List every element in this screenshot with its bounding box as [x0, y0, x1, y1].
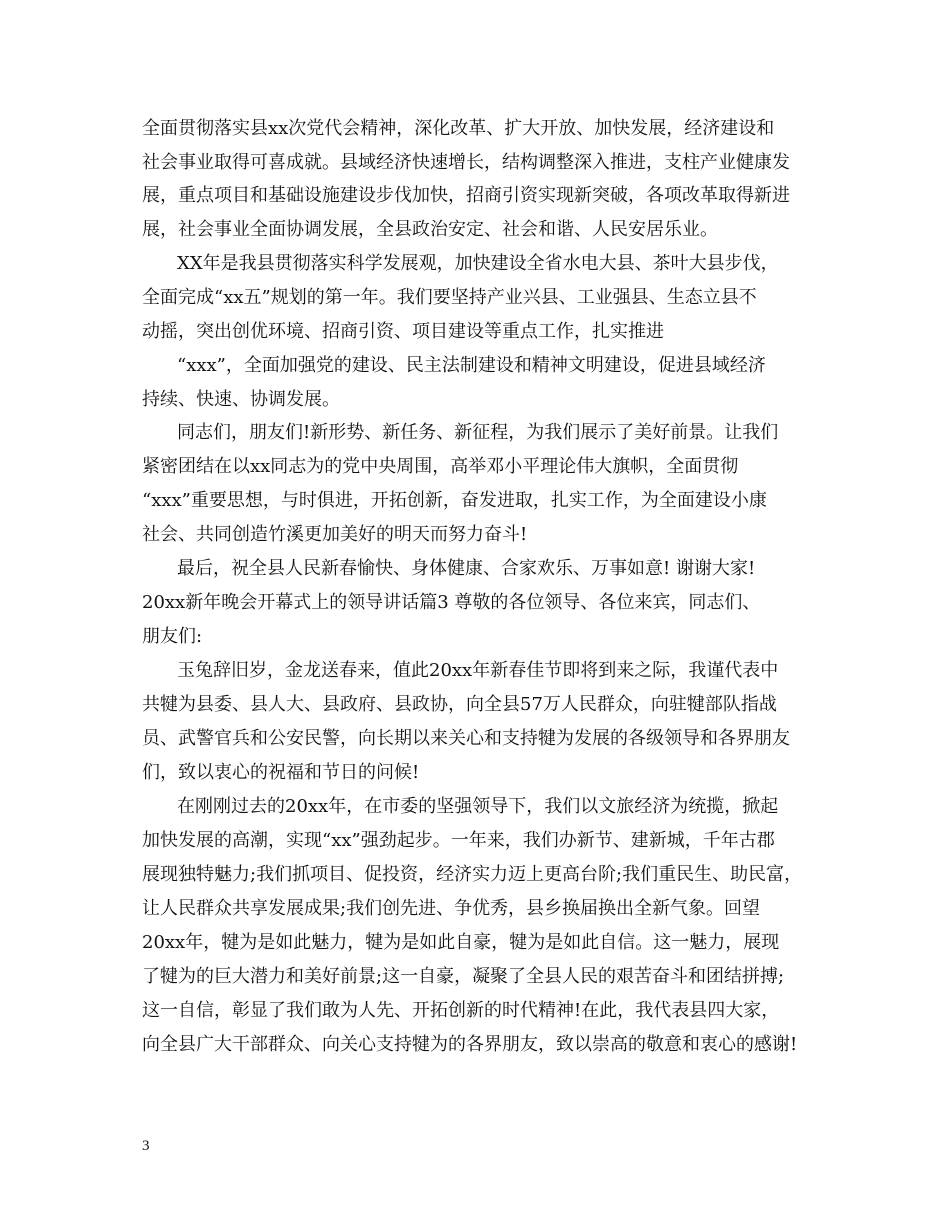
- text-line: 共犍为县委、县人大、县政府、县政协，向全县57万人民群众，向驻犍部队指战: [142, 694, 777, 715]
- text-line: 这一自信，彰显了我们敢为人先、开拓创新的时代精神!在此，我代表县四大家，: [142, 1000, 780, 1021]
- text-line: 全面贯彻落实县xx次党代会精神，深化改革、扩大开放、加快发展，经济建设和: [142, 118, 775, 139]
- text-line: XX年是我县贯彻落实科学发展观，加快建设全省水电大县、茶叶大县步伐，: [177, 253, 779, 274]
- text-line: 员、武警官兵和公安民警，向长期以来关心和支持犍为发展的各级领导和各界朋友: [142, 728, 790, 749]
- text-line: 展，社会事业全面协调发展，全县政治安定、社会和谐、人民安居乐业。: [142, 219, 718, 240]
- text-line: 动摇，突出创优环境、招商引资、项目建设等重点工作，扎实推进: [142, 321, 664, 342]
- text-line: 全面完成“xx五”规划的第一年。我们要坚持产业兴县、工业强县、生态立县不: [142, 287, 757, 308]
- text-line: 加快发展的高潮，实现“xx”强劲起步。一年来，我们办新节、建新城，千年古郡: [142, 830, 775, 851]
- text-line: 让人民群众共享发展成果;我们创先进、争优秀，县乡换届换出全新气象。回望: [142, 898, 761, 919]
- text-line: “xxx”，全面加强党的建设、民主法制建设和精神文明建设，促进县域经济: [177, 355, 766, 376]
- text-line: 玉兔辞旧岁，金龙送春来，值此20xx年新春佳节即将到来之际，我谨代表中: [177, 660, 779, 681]
- text-line: 同志们，朋友们!新形势、新任务、新征程，为我们展示了美好前景。让我们: [177, 422, 779, 443]
- page-number: 3: [142, 1138, 150, 1154]
- text-line: 社会、共同创造竹溪更加美好的明天而努力奋斗!: [142, 524, 528, 545]
- text-line: 最后，祝全县人民新春愉快、身体健康、合家欢乐、万事如意! 谢谢大家!: [177, 558, 756, 579]
- text-line: 朋友们:: [142, 626, 203, 647]
- text-line: 社会事业取得可喜成就。县域经济快速增长，结构调整深入推进，支柱产业健康发: [142, 152, 790, 173]
- text-line: 20xx新年晚会开幕式上的领导讲话篇3 尊敬的各位领导、各位来宾，同志们、: [142, 592, 761, 613]
- text-line: 展现独特魅力;我们抓项目、促投资，经济实力迈上更高台阶;我们重民生、助民富，: [142, 864, 803, 885]
- text-line: 在刚刚过去的20xx年，在市委的坚强领导下，我们以文旅经济为统揽，掀起: [177, 796, 779, 817]
- text-line: 展，重点项目和基础设施建设步伐加快，招商引资实现新突破，各项改革取得新进: [142, 185, 790, 206]
- text-line: 向全县广大干部群众、向关心支持犍为的各界朋友，致以崇高的敬意和衷心的感谢!: [142, 1034, 798, 1055]
- text-line: 持续、快速、协调发展。: [142, 389, 340, 410]
- text-line: 20xx年，犍为是如此魅力，犍为是如此自豪，犍为是如此自信。这一魅力，展现: [142, 932, 780, 953]
- text-line: “xxx”重要思想，与时俱进，开拓创新，奋发进取，扎实工作，为全面建设小康: [142, 490, 767, 511]
- text-line: 们，致以衷心的祝福和节日的问候!: [142, 762, 420, 783]
- text-line: 了犍为的巨大潜力和美好前景;这一自豪，凝聚了全县人民的艰苦奋斗和团结拼搏;: [142, 966, 785, 987]
- text-line: 紧密团结在以xx同志为的党中央周围，高举邓小平理论伟大旗帜，全面贯彻: [142, 456, 739, 477]
